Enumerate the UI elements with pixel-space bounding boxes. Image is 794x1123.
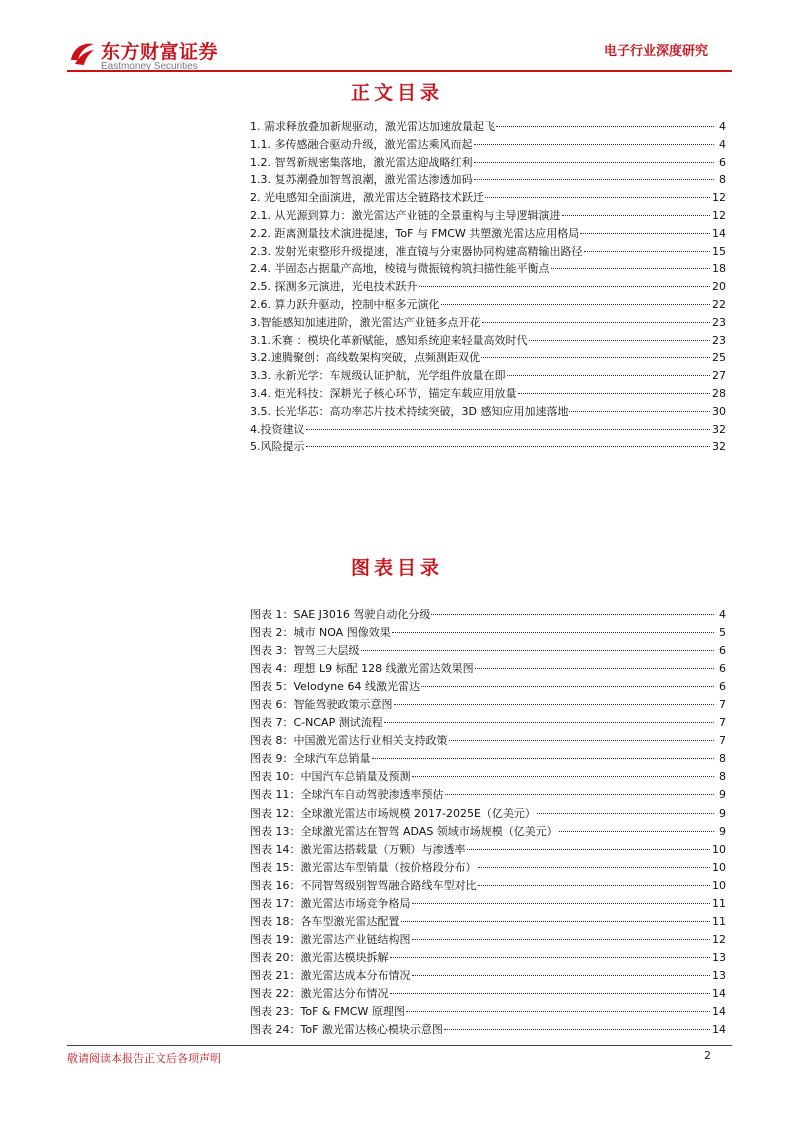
dot-leader bbox=[584, 251, 711, 252]
dot-leader bbox=[559, 831, 714, 832]
dot-leader bbox=[478, 867, 711, 868]
figure-entry-page: 11 bbox=[712, 914, 726, 928]
toc-entry-page: 18 bbox=[712, 262, 726, 276]
dot-leader bbox=[474, 179, 715, 180]
figure-entry[interactable] bbox=[250, 967, 726, 985]
toc-entry[interactable] bbox=[250, 154, 726, 172]
figures-list bbox=[250, 606, 726, 1039]
toc-entry[interactable] bbox=[250, 136, 726, 154]
dot-leader bbox=[474, 162, 715, 163]
dot-leader bbox=[394, 704, 715, 705]
figure-entry-title: 图表 17：激光雷达市场竞争格局 bbox=[250, 896, 411, 910]
figure-entry[interactable] bbox=[250, 768, 726, 786]
figure-entry[interactable] bbox=[250, 696, 726, 714]
figure-entry[interactable] bbox=[250, 931, 726, 949]
toc-entry-page: 8 bbox=[719, 173, 726, 187]
dot-leader bbox=[569, 411, 710, 412]
toc-entry-title: 2.6. 算力跃升驱动，控制中枢多元演化 bbox=[250, 297, 440, 311]
figure-entry-page: 7 bbox=[719, 734, 726, 748]
toc-entry-page: 25 bbox=[712, 351, 726, 365]
contents-title: 正文目录 bbox=[350, 82, 443, 104]
toc-entry-title: 1.3. 复苏潮叠加智驾浪潮，激光雷达渗透加码 bbox=[250, 173, 473, 187]
figure-entry-title: 图表 24：ToF 激光雷达核心模块示意图 bbox=[250, 1023, 443, 1037]
figure-entry[interactable] bbox=[250, 859, 726, 877]
toc-entry[interactable] bbox=[250, 278, 726, 296]
toc-entry-page: 12 bbox=[712, 208, 726, 222]
dot-leader bbox=[445, 794, 715, 795]
dot-leader bbox=[412, 939, 711, 940]
toc-entry-title: 3.5. 长光华芯：高功率芯片技术持续突破，3D 感知应用加速落地 bbox=[250, 404, 569, 418]
figure-entry[interactable] bbox=[250, 877, 726, 895]
footer-divider bbox=[67, 1045, 732, 1046]
toc-entry-title: 5.风险提示 bbox=[250, 440, 305, 454]
dot-leader bbox=[441, 304, 711, 305]
figure-entry[interactable] bbox=[250, 642, 726, 660]
figure-entry-page: 13 bbox=[712, 968, 726, 982]
toc-entry-page: 4 bbox=[719, 137, 726, 151]
figure-entry[interactable] bbox=[250, 1021, 726, 1039]
toc-entry-page: 14 bbox=[712, 226, 726, 240]
figure-entry-title: 图表 20：激光雷达模块拆解 bbox=[250, 950, 389, 964]
dot-leader bbox=[306, 429, 711, 430]
dot-leader bbox=[482, 322, 711, 323]
dot-leader bbox=[401, 921, 711, 922]
toc-entry-title: 3.3. 永新光学：车规级认证护航，光学组件放量在即 bbox=[250, 369, 506, 383]
figure-entry-page: 7 bbox=[719, 716, 726, 730]
figure-entry-title: 图表 21：激光雷达成本分布情况 bbox=[250, 968, 411, 982]
toc-entry[interactable] bbox=[250, 171, 726, 189]
dot-leader bbox=[475, 668, 714, 669]
toc-entry[interactable] bbox=[250, 421, 726, 439]
toc-entry-title: 4.投资建议 bbox=[250, 422, 305, 436]
figure-entry-title: 图表 13：全球激光雷达在智驾 ADAS 领域市场规模（亿美元） bbox=[250, 824, 558, 838]
figure-entry-page: 14 bbox=[712, 1005, 726, 1019]
toc-entry[interactable] bbox=[250, 207, 726, 225]
dot-leader bbox=[449, 740, 715, 741]
figure-entry-page: 10 bbox=[712, 860, 726, 874]
toc-entry[interactable] bbox=[250, 243, 726, 261]
figure-entry-page: 10 bbox=[712, 878, 726, 892]
dot-leader bbox=[412, 903, 711, 904]
figure-entry[interactable] bbox=[250, 805, 726, 823]
figure-entry-page: 5 bbox=[719, 626, 726, 640]
toc-entry-title: 1. 需求释放叠加新规驱动，激光雷达加速放量起飞 bbox=[250, 120, 495, 133]
dot-leader bbox=[580, 233, 710, 234]
dot-leader bbox=[390, 993, 711, 994]
figure-entry-page: 9 bbox=[719, 806, 726, 820]
toc-entry[interactable] bbox=[250, 349, 726, 367]
dot-leader bbox=[431, 614, 714, 615]
figure-entry-title: 图表 11：全球汽车自动驾驶渗透率预估 bbox=[250, 788, 444, 802]
figure-entry[interactable] bbox=[250, 606, 726, 624]
toc-entry[interactable] bbox=[250, 367, 726, 385]
report-type: 电子行业深度研究 bbox=[603, 44, 708, 59]
figure-entry[interactable] bbox=[250, 985, 726, 1003]
toc-entry-page: 28 bbox=[712, 386, 726, 400]
figure-entry-title: 图表 15：激光雷达车型销量（按价格段分布） bbox=[250, 860, 477, 874]
toc-entry-page: 12 bbox=[712, 191, 726, 205]
toc-entry[interactable] bbox=[250, 332, 726, 350]
toc-entry-title: 2.4. 半固态占据量产高地，棱镜与微振镜构筑扫描性能平衡点 bbox=[250, 262, 550, 276]
dot-leader bbox=[392, 632, 714, 633]
figure-entry-page: 12 bbox=[712, 932, 726, 946]
dot-leader bbox=[412, 776, 715, 777]
toc-entry-page: 23 bbox=[712, 333, 726, 347]
page-number: 2 bbox=[704, 1049, 711, 1062]
toc-entry-page: 30 bbox=[712, 404, 726, 418]
figure-entry[interactable] bbox=[250, 786, 726, 804]
toc-entry-title: 2.1. 从光源到算力：激光雷达产业链的全景重构与主导逻辑演进 bbox=[250, 208, 561, 222]
toc-entry[interactable] bbox=[250, 118, 726, 136]
brand-logo-icon bbox=[67, 38, 97, 68]
dot-leader bbox=[419, 286, 711, 287]
toc-entry-page: 20 bbox=[712, 280, 726, 294]
figure-entry[interactable] bbox=[250, 823, 726, 841]
contents-list bbox=[250, 118, 726, 456]
figure-entry[interactable] bbox=[250, 841, 726, 859]
figure-entry-title: 图表 12：全球激光雷达市场规模 2017-2025E（亿美元） bbox=[250, 806, 536, 820]
figure-entry-page: 9 bbox=[719, 824, 726, 838]
figure-entry-page: 8 bbox=[719, 752, 726, 766]
figure-entry-title: 图表 3：智驾三大层级 bbox=[250, 644, 360, 658]
figure-entry[interactable] bbox=[250, 750, 726, 768]
toc-entry[interactable] bbox=[250, 296, 726, 314]
figure-entry[interactable] bbox=[250, 895, 726, 913]
figure-entry-page: 14 bbox=[712, 986, 726, 1000]
dot-leader bbox=[390, 957, 711, 958]
figure-entry[interactable] bbox=[250, 949, 726, 967]
header-divider bbox=[67, 70, 732, 72]
toc-entry-title: 1.1. 多传感融合驱动升级，激光雷达乘风而起 bbox=[250, 137, 473, 151]
figure-entry-title: 图表 16：不同智驾级别智驾融合路线车型对比 bbox=[250, 878, 477, 892]
figure-entry-title: 图表 9：全球汽车总销量 bbox=[250, 752, 371, 766]
figure-entry[interactable] bbox=[250, 1003, 726, 1021]
toc-entry-page: 32 bbox=[712, 422, 726, 436]
figure-entry-title: 图表 14：激光雷达搭载量（万颗）与渗透率 bbox=[250, 842, 466, 856]
figure-entry[interactable] bbox=[250, 660, 726, 678]
dot-leader bbox=[412, 975, 711, 976]
brand-name-cn: 东方财富证券 bbox=[101, 41, 219, 63]
figure-entry-page: 6 bbox=[719, 644, 726, 658]
figures-title: 图表目录 bbox=[350, 557, 443, 579]
figure-entry-title: 图表 18：各车型激光雷达配置 bbox=[250, 914, 400, 928]
toc-entry-title: 1.2. 智驾新规密集落地，激光雷达迎战略红利 bbox=[250, 155, 473, 169]
toc-entry-title: 2.5. 探测多元演进，光电技术跃升 bbox=[250, 280, 418, 294]
dot-leader bbox=[518, 393, 711, 394]
toc-entry[interactable] bbox=[250, 385, 726, 403]
dot-leader bbox=[306, 446, 711, 447]
brand-name-en: Eastmoney Securities bbox=[101, 61, 198, 72]
figure-entry-title: 图表 7：C-NCAP 测试流程 bbox=[250, 716, 383, 730]
toc-entry-title: 3.智能感知加速进阶，激光雷达产业链多点开花 bbox=[250, 315, 481, 329]
dot-leader bbox=[478, 885, 711, 886]
toc-entry[interactable] bbox=[250, 438, 726, 456]
figure-entry[interactable] bbox=[250, 624, 726, 642]
figure-entry[interactable] bbox=[250, 913, 726, 931]
figure-entry-title: 图表 4：理想 L9 标配 128 线激光雷达效果图 bbox=[250, 662, 474, 676]
toc-entry-title: 2. 光电感知全面演进，激光雷达全链路技术跃迁 bbox=[250, 191, 484, 205]
dot-leader bbox=[562, 215, 711, 216]
toc-entry-page: 32 bbox=[712, 440, 726, 454]
figure-entry[interactable] bbox=[250, 714, 726, 732]
figure-entry-title: 图表 10：中国汽车总销量及预测 bbox=[250, 770, 411, 784]
toc-entry-title: 3.1.禾赛 ：模块化革新赋能，感知系统迎来轻量高效时代 bbox=[250, 333, 528, 347]
figure-entry-title: 图表 2：城市 NOA 图像效果 bbox=[250, 626, 391, 640]
toc-entry-page: 27 bbox=[712, 369, 726, 383]
figure-entry-page: 6 bbox=[719, 680, 726, 694]
figure-entry-page: 8 bbox=[719, 770, 726, 784]
dot-leader bbox=[444, 1029, 710, 1030]
dot-leader bbox=[467, 849, 711, 850]
figure-entry-page: 4 bbox=[719, 608, 726, 621]
figure-entry-page: 7 bbox=[719, 698, 726, 712]
figure-entry-page: 11 bbox=[712, 896, 726, 910]
dot-leader bbox=[372, 758, 715, 759]
dot-leader bbox=[551, 268, 711, 269]
dot-leader bbox=[481, 357, 710, 358]
dot-leader bbox=[361, 650, 715, 651]
toc-entry[interactable] bbox=[250, 403, 726, 421]
figure-entry-title: 图表 6：智能驾驶政策示意图 bbox=[250, 698, 393, 712]
page-header bbox=[0, 0, 794, 90]
dot-leader bbox=[421, 686, 714, 687]
dot-leader bbox=[485, 197, 710, 198]
figure-entry-title: 图表 1：SAE J3016 驾驶自动化分级 bbox=[250, 608, 431, 621]
toc-entry-title: 2.3. 发射光束整形升级提速，准直镜与分束器协同构建高精输出路径 bbox=[250, 244, 583, 258]
figure-entry-title: 图表 23：ToF & FMCW 原理图 bbox=[250, 1005, 405, 1019]
toc-entry[interactable] bbox=[250, 260, 726, 278]
figure-entry-title: 图表 8：中国激光雷达行业相关支持政策 bbox=[250, 734, 448, 748]
figure-entry-title: 图表 22：激光雷达分布情况 bbox=[250, 986, 389, 1000]
toc-entry-page: 6 bbox=[719, 155, 726, 169]
toc-entry[interactable] bbox=[250, 225, 726, 243]
figure-entry-page: 13 bbox=[712, 950, 726, 964]
toc-entry-page: 15 bbox=[712, 244, 726, 258]
dot-leader bbox=[474, 144, 715, 145]
dot-leader bbox=[384, 722, 714, 723]
toc-entry-title: 3.4. 炬光科技：深耕光子核心环节，锚定车载应用放量 bbox=[250, 386, 517, 400]
disclaimer-note: 敬请阅读本报告正文后各项声明 bbox=[67, 1052, 221, 1065]
toc-entry[interactable] bbox=[250, 314, 726, 332]
toc-entry[interactable] bbox=[250, 189, 726, 207]
figure-entry-page: 10 bbox=[712, 842, 726, 856]
toc-entry-title: 2.2. 距离测量技术演进提速，ToF 与 FMCW 共塑激光雷达应用格局 bbox=[250, 226, 580, 240]
dot-leader bbox=[406, 1011, 710, 1012]
toc-entry-page: 23 bbox=[712, 315, 726, 329]
figure-entry-page: 6 bbox=[719, 662, 726, 676]
toc-entry-page: 4 bbox=[719, 120, 726, 133]
toc-entry-page: 22 bbox=[712, 297, 726, 311]
figure-entry-page: 9 bbox=[719, 788, 726, 802]
toc-entry-title: 3.2.速腾聚创：高线数架构突破，点频测距双优 bbox=[250, 351, 480, 365]
figure-entry-page: 14 bbox=[712, 1023, 726, 1037]
figure-entry-title: 图表 5：Velodyne 64 线激光雷达 bbox=[250, 680, 420, 694]
dot-leader bbox=[507, 375, 711, 376]
dot-leader bbox=[496, 126, 714, 127]
figure-entry[interactable] bbox=[250, 678, 726, 696]
figure-entry-title: 图表 19：激光雷达产业链结构图 bbox=[250, 932, 411, 946]
figure-entry[interactable] bbox=[250, 732, 726, 750]
dot-leader bbox=[537, 813, 714, 814]
dot-leader bbox=[529, 340, 711, 341]
